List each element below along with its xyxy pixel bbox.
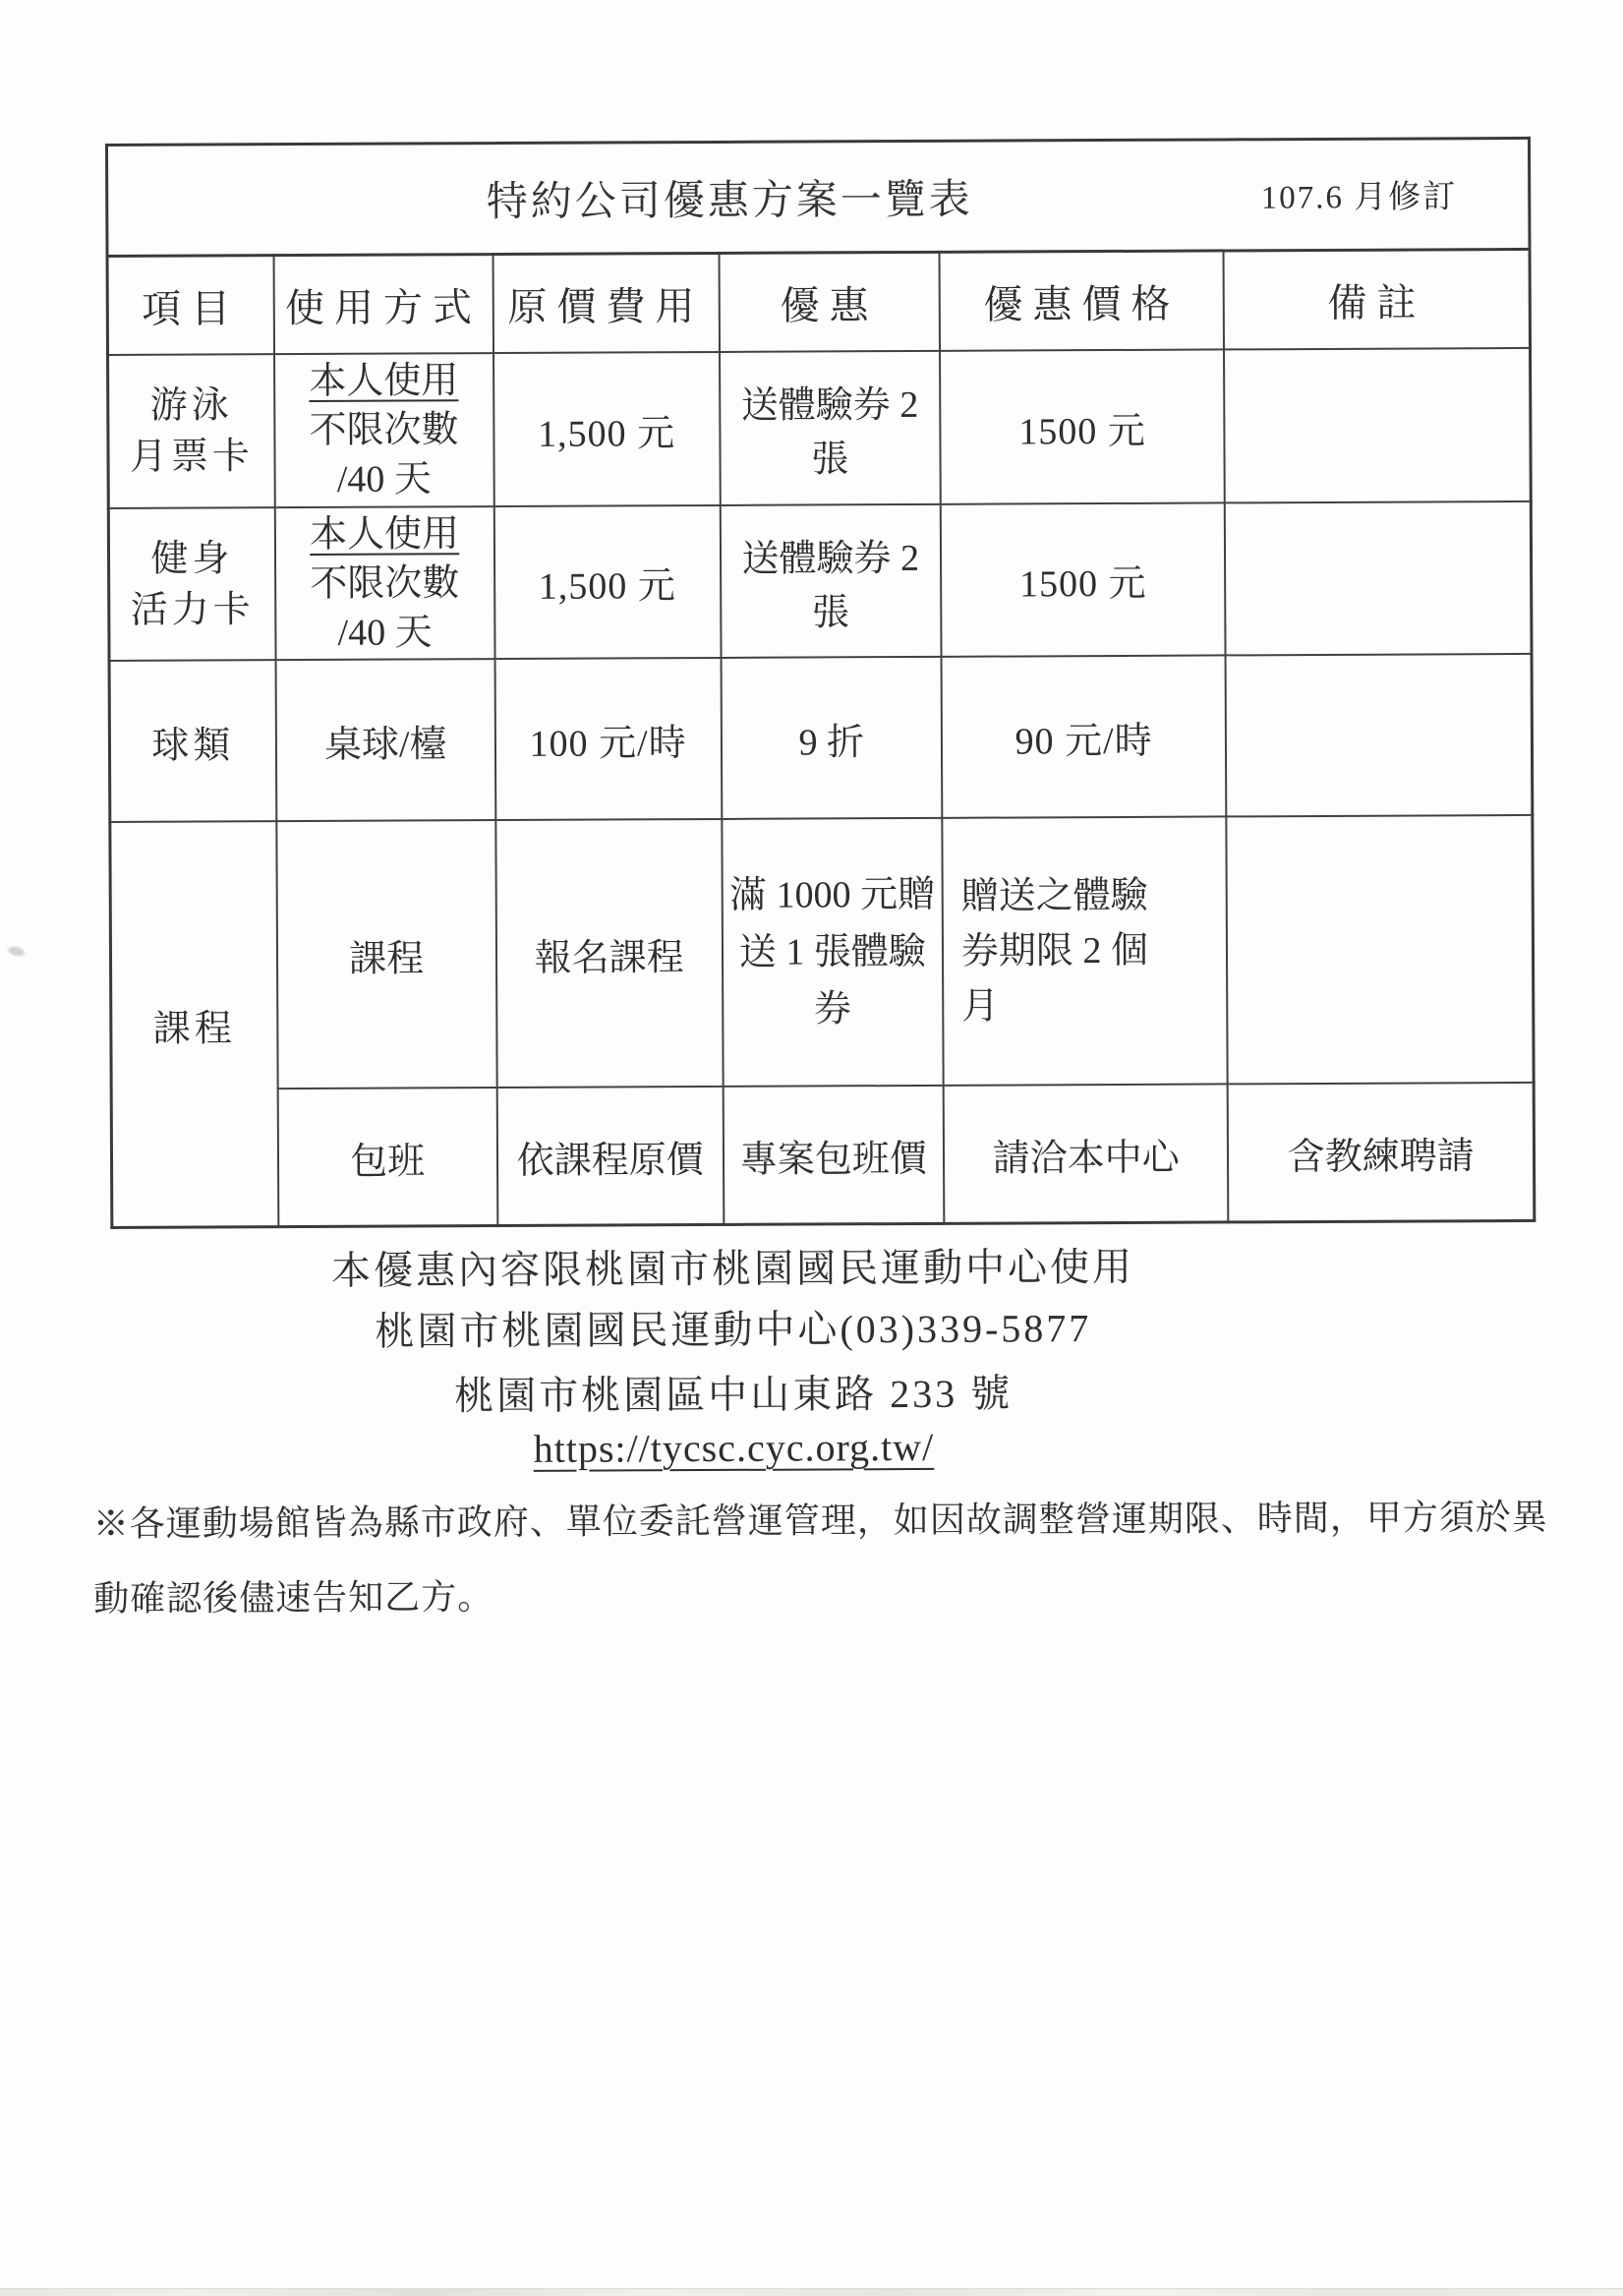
revision-note: 107.6 月修訂 xyxy=(1260,179,1458,216)
swim-item-line2: 月票卡 xyxy=(129,436,255,478)
cell-course-discount-price xyxy=(942,816,1228,1085)
fitness-usage-line2: 不限次數 xyxy=(310,561,460,605)
cell-ball-remark xyxy=(1226,654,1533,817)
column-header-remarks: 備註 xyxy=(1224,249,1531,349)
swim-usage-line2: 不限次數 xyxy=(309,409,459,451)
cell-ball-item: 球類 xyxy=(109,660,276,822)
column-header-discount: 優惠 xyxy=(719,252,940,352)
footnote xyxy=(93,1480,1561,1636)
column-header-original-price: 原價費用 xyxy=(493,253,720,353)
course-discount-price-line3: 月 xyxy=(961,985,1000,1028)
table-row-private-class xyxy=(111,1083,1535,1228)
cell-swim-remark xyxy=(1224,348,1531,503)
footnote-line2: 動確認後儘速告知乙方。 xyxy=(93,1577,494,1619)
course-discount-line2: 送 1 張體驗券 xyxy=(738,930,926,1030)
cell-course-remark xyxy=(1227,815,1534,1085)
column-header-usage: 使用方式 xyxy=(273,255,493,355)
footer-link-row xyxy=(6,1421,1461,1474)
column-header-discount-price: 優惠價格 xyxy=(939,251,1224,351)
cell-ball-discount: 9 折 xyxy=(721,657,942,819)
table-header-row xyxy=(107,249,1530,355)
column-header-item: 項目 xyxy=(107,256,274,355)
cell-course-original-price: 報名課程 xyxy=(495,819,723,1088)
table-title-row xyxy=(106,138,1530,256)
offer-table xyxy=(105,137,1536,1229)
cell-fitness-item xyxy=(108,507,275,661)
cell-swim-discount: 送體驗券 2 張 xyxy=(720,351,941,505)
cell-ball-original-price: 100 元/時 xyxy=(494,658,722,820)
table-row-swim-pass xyxy=(108,348,1532,508)
cell-fitness-remark xyxy=(1225,501,1532,656)
fitness-usage-line1: 本人使用 xyxy=(310,512,460,556)
cell-fitness-discount-price: 1500 元 xyxy=(941,502,1226,656)
cell-swim-discount-price: 1500 元 xyxy=(940,349,1225,503)
cell-ball-discount-price: 90 元/時 xyxy=(941,655,1226,817)
table-row-course xyxy=(110,815,1534,1089)
fitness-item-line2: 活力卡 xyxy=(130,588,255,631)
footer-center-phone-line: 桃園市桃園國民運動中心(03)339-5877 xyxy=(375,1306,1092,1354)
course-discount-line1: 滿 1000 元贈 xyxy=(728,873,936,916)
cell-fitness-original-price: 1,500 元 xyxy=(493,505,721,659)
cell-fitness-usage xyxy=(275,506,495,660)
cell-private-usage: 包班 xyxy=(277,1088,497,1227)
fitness-usage-line3: /40 天 xyxy=(337,611,433,654)
table-row-fitness-card xyxy=(108,501,1532,661)
cell-private-discount-price: 請洽本中心 xyxy=(944,1084,1229,1223)
cell-private-original-price: 依課程原價 xyxy=(496,1087,724,1226)
cell-course-usage: 課程 xyxy=(276,820,496,1089)
table-row-ball-sports xyxy=(109,654,1533,822)
course-discount-price-line1: 贈送之體驗 xyxy=(960,874,1148,917)
footer-address-line: 桃園市桃園區中山東路 233 號 xyxy=(454,1371,1014,1419)
footnote-line1: ※各運動場館皆為縣市政府、單位委託營運管理，如因故調整營運期限、時間，甲方須於異 xyxy=(92,1497,1548,1545)
swim-item-line1: 游泳 xyxy=(149,384,233,427)
cell-swim-item xyxy=(108,354,275,508)
cell-private-discount: 專案包班價 xyxy=(723,1086,944,1225)
cell-course-discount xyxy=(722,818,944,1087)
cell-swim-usage xyxy=(274,353,494,507)
page-title: 特約公司優惠方案一覽表 xyxy=(486,177,973,226)
cell-course-group-label: 課程 xyxy=(110,821,278,1227)
cell-swim-original-price: 1,500 元 xyxy=(493,352,721,506)
fitness-item-line1: 健身 xyxy=(150,537,234,580)
scan-bottom-edge-artifact xyxy=(0,2288,1623,2296)
cell-fitness-discount: 送體驗券 2 張 xyxy=(720,504,941,658)
website-link[interactable]: https://tycsc.cyc.org.tw/ xyxy=(533,1424,935,1471)
swim-usage-line3: /40 天 xyxy=(336,458,432,500)
cell-private-remark: 含教練聘請 xyxy=(1228,1083,1535,1222)
swim-usage-line1: 本人使用 xyxy=(309,360,459,402)
cell-ball-usage: 桌球/檯 xyxy=(275,659,495,821)
course-discount-price-line2: 券期限 2 個 xyxy=(960,929,1149,972)
footer-usage-scope-line: 本優惠內容限桃園市桃園國民運動中心使用 xyxy=(330,1244,1135,1293)
